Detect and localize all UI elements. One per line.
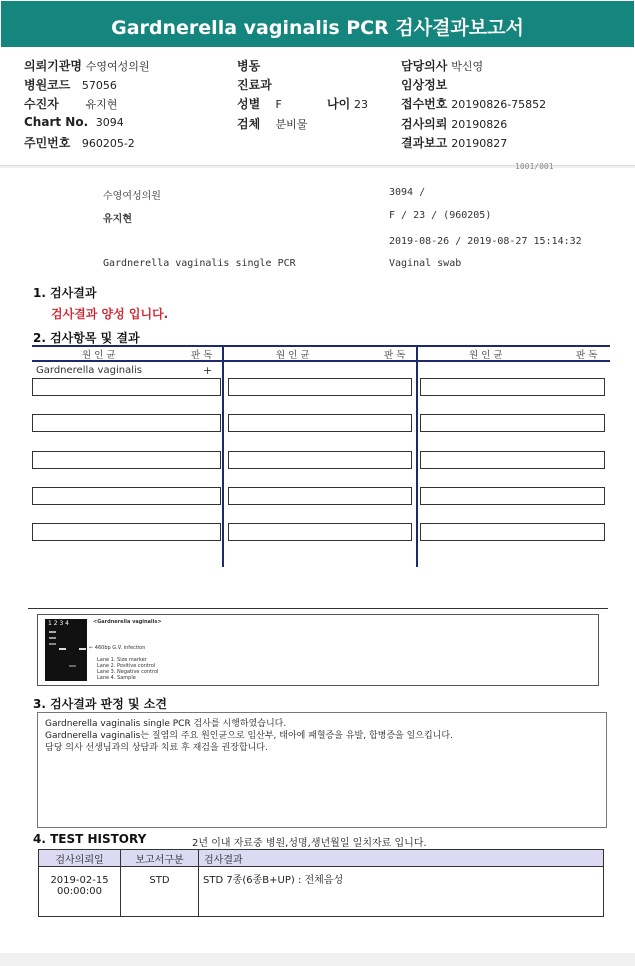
- top-cut-text: 1001/001: [515, 162, 554, 171]
- section-3-title: 3. 검사결과 판정 및 소견: [33, 697, 167, 711]
- opinion-line: Gardnerella vaginalis는 질염의 주요 원인균으로 임산부, 태아에 패혈증을 유발, 합병증을 일으킵니다.: [45, 731, 453, 741]
- col-pathogen-3: 원 인 균: [469, 350, 503, 361]
- history-header-row: [39, 850, 604, 867]
- result-text: 검사결과 양성 입니다.: [51, 307, 169, 321]
- gel-electrophoresis-figure: [37, 614, 599, 686]
- request-label: 검사의뢰: [401, 117, 448, 131]
- section-1-title: 1. 검사결과: [33, 286, 97, 300]
- table-row: [39, 867, 604, 917]
- code-label: 병원코드: [24, 78, 71, 92]
- result-cell: [228, 451, 412, 469]
- grid-divider-2: [416, 345, 418, 567]
- result-cell: [32, 378, 221, 396]
- gel-band: [49, 637, 56, 639]
- gel-lane-numbers: 1 2 3 4: [48, 620, 69, 627]
- chart-row: [24, 115, 124, 129]
- gel-image: [45, 619, 87, 681]
- gel-marker-label: ← 460bp G.V. infection: [89, 645, 146, 651]
- gel-legend-4: Lane 4. Sample: [97, 675, 136, 681]
- result-cell: [32, 523, 221, 541]
- col-judge-3: 판 독: [576, 350, 598, 361]
- sheet-dates: 2019-08-26 / 2019-08-27 15:14:32: [389, 236, 582, 247]
- col-judge-2: 판 독: [384, 350, 406, 361]
- doctor-label: 담당의사: [401, 59, 448, 73]
- section-4-title: 4. TEST HISTORY: [33, 832, 147, 846]
- sex-value: F: [275, 98, 282, 111]
- sheet-sex-age: F / 23 / (960205): [389, 210, 492, 221]
- history-col-result: 검사결과: [199, 850, 604, 867]
- sheet-patient: 유지현: [103, 214, 132, 225]
- sheet-specimen: Vaginal swab: [389, 258, 462, 269]
- history-result: STD 7종(6종B+UP) : 전체음성: [199, 867, 604, 917]
- specimen-row: [237, 115, 307, 132]
- clinical-row: [401, 76, 447, 93]
- specimen-value: 분비물: [275, 118, 308, 131]
- sheet-hospital: 수영여성의원: [103, 191, 161, 202]
- gel-band: [69, 665, 76, 667]
- grid-header-line: [32, 360, 610, 362]
- history-date-cell: [39, 867, 121, 917]
- result-cell: [420, 487, 605, 505]
- grid-divider-1: [222, 345, 224, 567]
- result-cell: [420, 523, 605, 541]
- pathogen-entry: Gardnerella vaginalis: [36, 365, 142, 376]
- history-date: 2019-02-15: [50, 875, 109, 886]
- sex-label: 성별: [237, 97, 261, 111]
- history-col-date: 검사의뢰일: [39, 850, 121, 867]
- gel-legend-2: Lane 2. Positive control: [97, 663, 156, 669]
- col-pathogen-1: 원 인 균: [82, 350, 116, 361]
- patient-label: 수진자: [24, 97, 59, 111]
- chart-label: Chart No.: [24, 115, 89, 129]
- gel-legend-1: Lane 1. Size marker: [97, 657, 147, 663]
- idno-label: 주민번호: [24, 136, 71, 150]
- receipt-label: 접수번호: [401, 97, 448, 111]
- chart-value: 3094: [95, 116, 124, 129]
- opinion-line: Gardnerella vaginalis single PCR 검사를 시행하였습니다.: [45, 719, 287, 729]
- age-row: [327, 95, 368, 112]
- col-judge-1: 판 독: [191, 350, 213, 361]
- result-cell: [420, 414, 605, 432]
- hospital-label: 의뢰기관명: [24, 59, 82, 73]
- result-cell: [420, 451, 605, 469]
- dept-label: 진료과: [237, 78, 272, 92]
- result-cell: [228, 414, 412, 432]
- ward-row: [237, 57, 260, 74]
- patient-value: 유지현: [85, 98, 118, 111]
- history-note: 2년 이내 자료중 병원,성명,생년월일 일치자료 입니다.: [192, 838, 427, 849]
- opinion-line: 담당 의사 선생님과의 상담과 치료 후 재검을 권장합니다.: [45, 743, 268, 753]
- report-sheet: [0, 162, 635, 953]
- gel-band: [79, 648, 86, 650]
- result-cell: [228, 523, 412, 541]
- result-cell: [228, 378, 412, 396]
- result-cell: [420, 378, 605, 396]
- report-row: [401, 134, 507, 151]
- result-cell: [32, 451, 221, 469]
- dept-row: [237, 76, 272, 93]
- history-col-type: 보고서구분: [121, 850, 199, 867]
- sheet-test-name: Gardnerella vaginalis single PCR: [103, 258, 296, 269]
- result-grid: [32, 345, 610, 567]
- age-value: 23: [354, 98, 369, 111]
- grid-top-line: [32, 345, 610, 347]
- section-2-title: 2. 검사항목 및 결과: [33, 331, 140, 345]
- gel-band: [59, 648, 66, 650]
- history-type: STD: [121, 867, 199, 917]
- sheet-chart: 3094 /: [389, 187, 426, 198]
- gel-title: <Gardnerella vaginalis>: [93, 619, 162, 625]
- opinion-box: [37, 712, 607, 828]
- doctor-value: 박신영: [451, 60, 484, 73]
- age-label: 나이: [327, 97, 351, 111]
- doctor-row: [401, 57, 483, 74]
- request-row: [401, 115, 507, 132]
- col-pathogen-2: 원 인 균: [276, 350, 310, 361]
- receipt-value: 20190826-75852: [451, 98, 547, 111]
- result-cell: [228, 487, 412, 505]
- gel-band: [49, 631, 56, 633]
- hospital-value: 수영여성의원: [85, 60, 150, 73]
- hospital-row: [24, 57, 150, 74]
- result-cell: [32, 487, 221, 505]
- sex-row: [237, 95, 282, 112]
- code-value: 57056: [81, 79, 117, 92]
- specimen-label: 검체: [237, 117, 261, 131]
- divider-line: [28, 608, 608, 609]
- ward-label: 병동: [237, 59, 261, 73]
- report-title: Gardnerella vaginalis PCR 검사결과보고서: [0, 0, 635, 48]
- patient-row: [24, 95, 117, 112]
- history-time: 00:00:00: [57, 886, 102, 897]
- idno-value: 960205-2: [81, 137, 135, 150]
- report-label: 결과보고: [401, 136, 448, 150]
- receipt-row: [401, 95, 546, 112]
- pathogen-result: +: [203, 364, 213, 377]
- result-cell: [32, 414, 221, 432]
- idno-row: [24, 134, 135, 151]
- clinical-label: 임상정보: [401, 78, 448, 92]
- report-value: 20190827: [451, 137, 508, 150]
- patient-info-panel: [0, 48, 635, 166]
- code-row: [24, 76, 117, 93]
- gel-band: [49, 643, 56, 645]
- history-table: [38, 849, 604, 917]
- request-value: 20190826: [451, 118, 508, 131]
- gel-legend-3: Lane 3. Negative control: [97, 669, 159, 675]
